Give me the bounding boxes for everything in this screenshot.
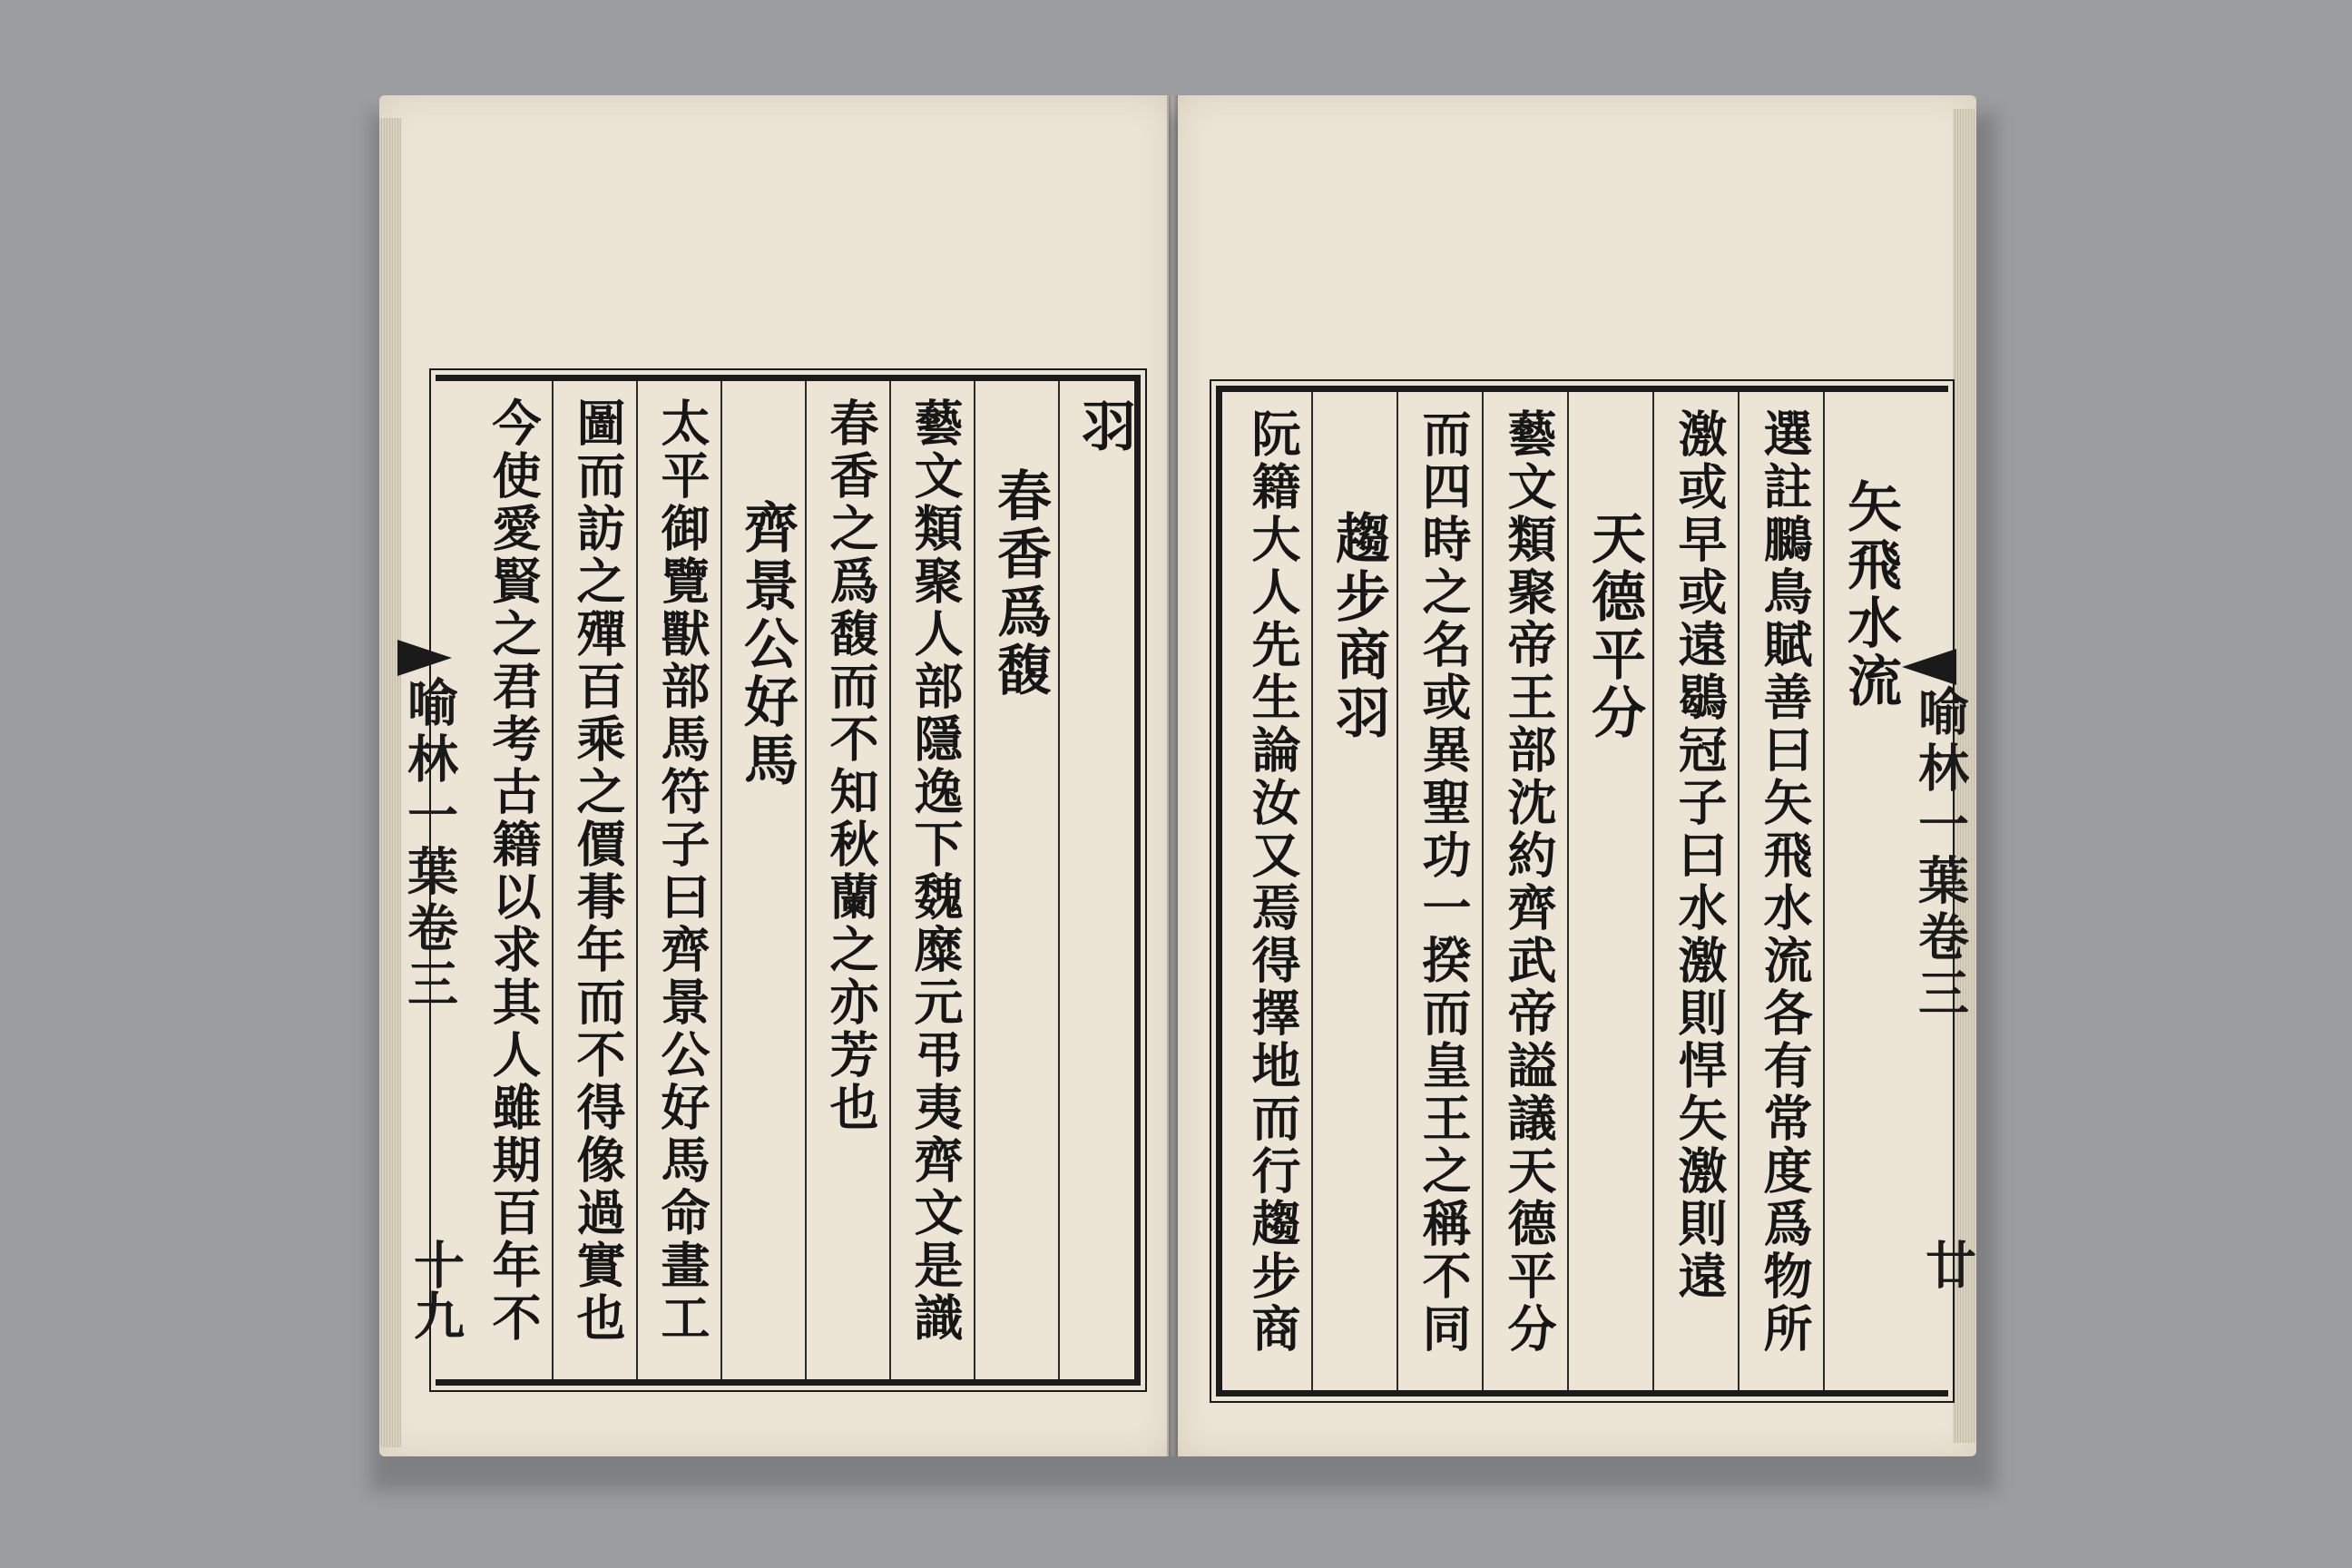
text-column: 而四時之名或異聖功一揆而皇王之稱不同 xyxy=(1415,408,1473,1356)
text-column: 春香之爲馥而不知秋蘭之亦芳也 xyxy=(822,397,880,1134)
column-rule xyxy=(1482,392,1484,1390)
left-page xyxy=(379,95,1169,1456)
column-rule xyxy=(1396,392,1398,1390)
column-rule xyxy=(636,381,638,1379)
text-column: 激或早或遠鶡冠子曰水激則悍矢激則遠 xyxy=(1671,408,1729,1303)
text-column: 圖而訪之殫百乘之價朞年而不得像過實也 xyxy=(569,397,627,1345)
column-rule xyxy=(1567,392,1569,1390)
margin-title: 喻林一葉卷三 xyxy=(399,676,459,1014)
text-column: 阮籍大人先生論汝又焉得擇地而行趨步商 xyxy=(1244,408,1302,1356)
margin-title: 喻林一葉卷三 xyxy=(1910,685,1970,1023)
column-rule xyxy=(1823,392,1825,1390)
column-rule xyxy=(720,381,722,1379)
text-column: 矢飛水流 xyxy=(1838,478,1902,710)
column-rule xyxy=(974,381,975,1379)
margin-page-number: 廿 xyxy=(1917,1239,1977,1289)
text-column: 太平御覽獸部馬符子曰齊景公好馬命畫工 xyxy=(653,397,711,1345)
text-column: 羽 xyxy=(1073,397,1136,456)
text-column: 春香爲馥 xyxy=(988,467,1052,700)
text-column: 藝文類聚人部隱逸下魏糜元弔夷齊文是識 xyxy=(906,397,965,1345)
column-rule xyxy=(552,381,554,1379)
text-column: 選註鵩鳥賦善曰矢飛水流各有常度爲物所 xyxy=(1756,408,1814,1356)
column-rule xyxy=(1058,381,1060,1379)
left-page-frame xyxy=(436,375,1141,1386)
column-rule xyxy=(1738,392,1740,1390)
column-rule xyxy=(1311,392,1313,1390)
margin-page-number: 十九 xyxy=(406,1239,466,1340)
text-column: 今使愛賢之君考古籍以求其人雖期百年不 xyxy=(485,397,543,1345)
text-column: 趨步商羽 xyxy=(1327,510,1390,742)
column-rule xyxy=(1652,392,1654,1390)
right-page xyxy=(1178,95,1976,1456)
text-column: 藝文類聚帝王部沈約齊武帝謚議天德平分 xyxy=(1500,408,1558,1356)
column-rule xyxy=(889,381,891,1379)
open-book xyxy=(361,95,1987,1473)
column-rule xyxy=(805,381,807,1379)
right-page-frame xyxy=(1216,386,1948,1396)
text-column: 天德平分 xyxy=(1583,510,1646,742)
text-column: 齊景公好馬 xyxy=(735,499,799,789)
